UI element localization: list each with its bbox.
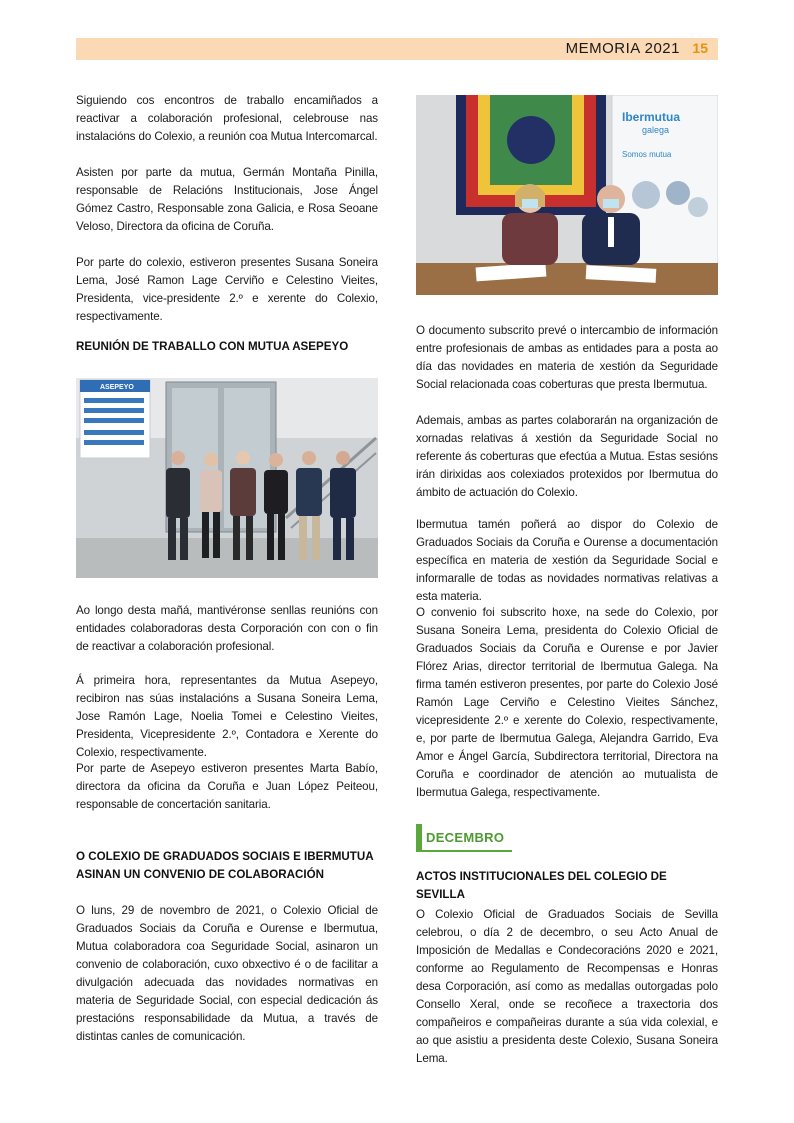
banner-sub: galega: [642, 125, 670, 135]
asepeyo-paragraph-3: Por parte de Asepeyo estiveron presentes Marta Babío, directora da oficina da Coruña e Juan López Peiteou, responsable de concertación sanitaria.: [76, 762, 378, 811]
asepeyo-sign-text: ASEPEYO: [100, 384, 134, 391]
intro-paragraph-1: Siguiendo cos encontros de traballo encamiñados a reactivar a colaboración profesional, celebrouse nas instalacións do Colexio, a reunión coa Mutua Intercomarcal.: [76, 94, 378, 143]
banner-tagline: Somos mutua: [622, 150, 672, 159]
asepeyo-paragraph-2: Á primeira hora, representantes da Mutua Asepeyo, recibiron nas súas instalacións a Susana Soneira Lema, Jose Ramón Lage, Noelia Tomei e Celestino Vieites, Presidenta, Vicepresidente 2.º, Contadora e Xerente do Colexio, respectivamente.: [76, 674, 378, 759]
ibermutua-signing-photo: [416, 95, 718, 295]
asepeyo-meeting-photo: [76, 378, 378, 578]
sevilla-paragraph: O Colexio Oficial de Graduados Sociais de Sevilla celebrou, o día 2 de decembro, o seu Acto Anual de Imposición de Medallas e Condecoracións 2020 e 2021, conforme ao Regulamento de Recompensas e Honras desa Corporación, así como as medallas outorgadas polo Consello Xeral, onde se recoñece a traxectoria dos compañeiros e compañeiras durante a súa vida colexial, e ao que asistiu a presidenta deste Colexio, Susana Soneira Lema.: [416, 908, 718, 1065]
page-header: [76, 38, 718, 60]
intro-paragraph-3: Por parte do colexio, estiveron presentes Susana Soneira Lema, José Ramon Lage Cerviño e Celestino Vieites, Presidenta, vice-presidente 2.º e xerente do Colexio, respectivamente.: [76, 256, 378, 323]
page-number: 15: [692, 40, 708, 56]
asepeyo-paragraph-1: Ao longo desta mañá, mantivéronse senllas reunións con entidades colaboradoras desta Corporación con con o fin de reactivar a colaboración profesional.: [76, 604, 378, 653]
sevilla-heading: ACTOS INSTITUCIONALES DEL COLEGIO DE SEVILLA: [416, 870, 667, 901]
convenio-paragraph-4: O convenio foi subscrito hoxe, na sede do Colexio, por Susana Soneira Lema, presidenta do Colexio Oficial de Graduados Sociais da Coruña e Ourense e por Javier Flórez Arias, director territorial de Ibermutua Galega. Na firma tamén estiveron presentes, por parte do Colexio José Ramón Lage Cerviño e Celestino Vieites Sánchez, vicepresidente 2.º e xerente do Colexio, respectivamente, e, por parte de Ibermutua Galega, Alejandra Garrido, Eva Amor e Ángel García, Subdirectora territorial, Directora na Coruña e coordinador de atención ao mutualista de Ibermutua Galega, respectivamente.: [416, 606, 718, 799]
banner-brand: Ibermutua: [622, 110, 681, 124]
header-title: MEMORIA 2021: [565, 40, 680, 57]
ibermutua-heading: O COLEXIO DE GRADUADOS SOCIAIS E IBERMUTUA ASINAN UN CONVENIO DE COLABORACIÓN: [76, 850, 374, 881]
convenio-paragraph-3: Ibermutua tamén poñerá ao dispor do Colexio de Graduados Sociais da Coruña e Ourense a documentación específica en materia de xestión da Seguridade Social e informaralle de todas as novidades normativas relativas a esta materia.: [416, 518, 718, 603]
asepeyo-heading: REUNIÓN DE TRABALLO CON MUTUA ASEPEYO: [76, 340, 349, 353]
section-tag-label: DECEMBRO: [426, 830, 505, 845]
ibermutua-paragraph: O luns, 29 de novembro de 2021, o Colexio Oficial de Graduados Sociais da Coruña e Ourense e Ibermutua, Mutua colaboradora coa Seguridade Social, asinaron un convenio de colaboración, cuxo obxectivo é o de facilitar a divulgación adecuada das novidades normativas en materia de Seguridade Social, con especial dedicación ás prestacións responsabilidade da Mutua, a través de distintas canles de comunicación.: [76, 904, 378, 1043]
convenio-paragraph-1: O documento subscrito prevé o intercambio de información entre profesionais de ambas as entidades para a posta ao día das novidades en materia de xestión da Seguridade Social relacionada coas coberturas que presta Ibermutua.: [416, 324, 718, 391]
intro-paragraph-2: Asisten por parte da mutua, Germán Montaña Pinilla, responsable de Relacións Institucionais, Jose Ángel Gómez Castro, Responsable zona Galicia, e Rosa Seoane Veloso, Directora da oficina de Coruña.: [76, 166, 378, 233]
section-tag-decembro: [416, 824, 512, 852]
convenio-paragraph-2: Ademais, ambas as partes colaborarán na organización de xornadas relativas á xestión da Seguridade Social no referente ás coberturas que efectúa a Mutua. Estas sesións irán dirixidas aos colexiados protexidos por Ibermutua do ámbito de actuación do Colexio.: [416, 414, 718, 499]
